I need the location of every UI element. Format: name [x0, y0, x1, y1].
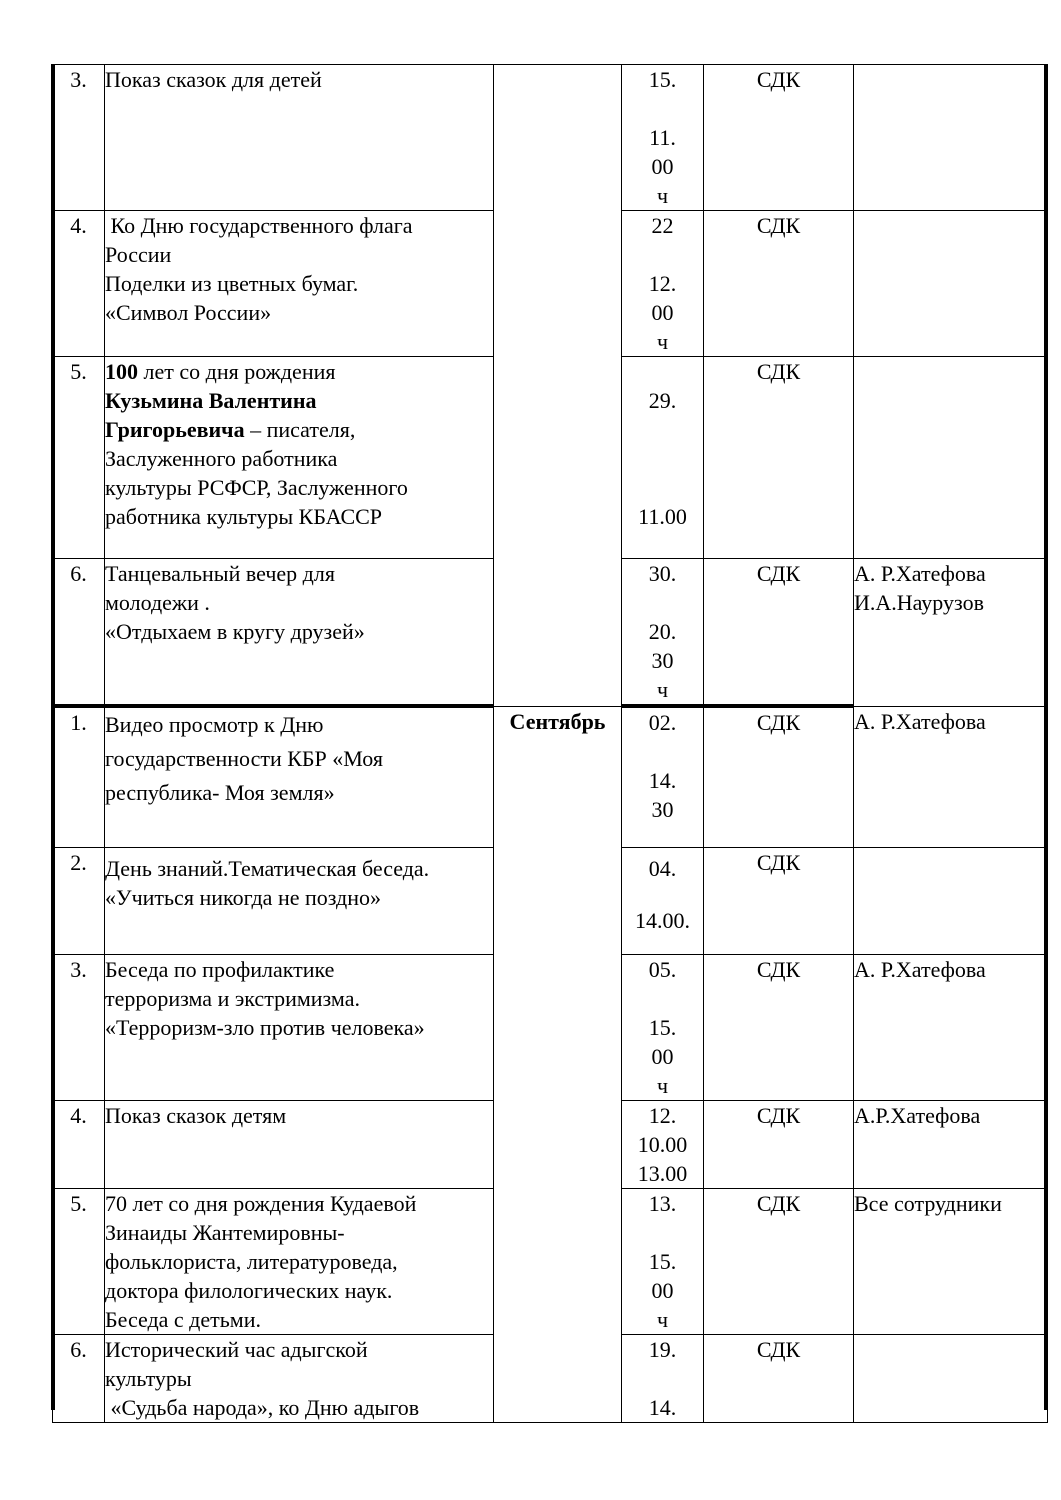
event-place: СДК: [704, 1188, 854, 1334]
event-title: 70 лет со дня рождения Кудаевой Зинаиды Жантемировны- фольклориста, литературоведа, доктора филологических наук. Беседа с детьми.: [105, 1188, 494, 1334]
row-number: 5.: [53, 1188, 105, 1334]
event-date: 13. 15. 00 ч: [622, 1188, 704, 1334]
event-responsible: Все сотрудники: [854, 1188, 1048, 1334]
event-responsible: А. Р.Хатефова И.А.Наурузов: [854, 559, 1048, 707]
event-date: 30. 20. 30 ч: [622, 559, 704, 707]
table-row: [53, 65, 1048, 211]
event-date: 29. 11.00: [622, 357, 704, 559]
row-number: 2.: [53, 847, 105, 954]
event-responsible: [854, 357, 1048, 559]
event-title: Беседа по профилактике терроризма и экстримизма. «Терроризм-зло против человека»: [105, 954, 494, 1100]
event-responsible: [854, 65, 1048, 211]
row-number: 1.: [53, 706, 105, 847]
event-place: СДК: [704, 1334, 854, 1422]
events-plan-table: [52, 64, 1048, 1423]
event-date: 12. 10.00 13.00: [622, 1100, 704, 1188]
event-place: СДК: [704, 954, 854, 1100]
table-row: [53, 706, 1048, 847]
event-title: Показ сказок детям: [105, 1100, 494, 1188]
event-responsible: А. Р.Хатефова: [854, 706, 1048, 847]
event-date: 05. 15. 00 ч: [622, 954, 704, 1100]
row-number: 3.: [53, 954, 105, 1100]
event-place: СДК: [704, 1100, 854, 1188]
event-place: СДК: [704, 65, 854, 211]
month-cell-september: Сентябрь: [494, 706, 622, 1422]
event-place: СДК: [704, 211, 854, 357]
month-cell-august: [494, 65, 622, 707]
event-responsible: [854, 211, 1048, 357]
event-place: СДК: [704, 706, 854, 847]
event-responsible: А.Р.Хатефова: [854, 1100, 1048, 1188]
event-responsible: [854, 847, 1048, 954]
event-date: 15. 11. 00 ч: [622, 65, 704, 211]
event-date: 22 12. 00 ч: [622, 211, 704, 357]
event-title: Танцевальный вечер для молодежи . «Отдыхаем в кругу друзей»: [105, 559, 494, 707]
event-title: День знаний.Тематическая беседа. «Учиться никогда не поздно»: [105, 847, 494, 954]
row-number: 4.: [53, 1100, 105, 1188]
row-number: 6.: [53, 559, 105, 707]
event-place: СДК: [704, 559, 854, 707]
event-title: Видео просмотр к Дню государственности КБР «Моя республика- Моя земля»: [105, 706, 494, 847]
event-place: СДК: [704, 847, 854, 954]
row-number: 4.: [53, 211, 105, 357]
row-number: 6.: [53, 1334, 105, 1422]
event-date: 19. 14.: [622, 1334, 704, 1422]
event-responsible: [854, 1334, 1048, 1422]
event-title: Исторический час адыгской культуры «Судьба народа», ко Дню адыгов: [105, 1334, 494, 1422]
event-date: 04. 14.00.: [622, 847, 704, 954]
event-title: Показ сказок для детей: [105, 65, 494, 211]
event-title: Ко Дню государственного флага России Поделки из цветных бумаг. «Символ России»: [105, 211, 494, 357]
event-title: 100 лет со дня рождения Кузьмина Валентина Григорьевича – писателя, Заслуженного работника культуры РСФСР, Заслуженного работника культуры КБАССР: [105, 357, 494, 559]
event-place: СДК: [704, 357, 854, 559]
event-date: 02. 14. 30: [622, 706, 704, 847]
event-responsible: А. Р.Хатефова: [854, 954, 1048, 1100]
row-number: 3.: [53, 65, 105, 211]
row-number: 5.: [53, 357, 105, 559]
